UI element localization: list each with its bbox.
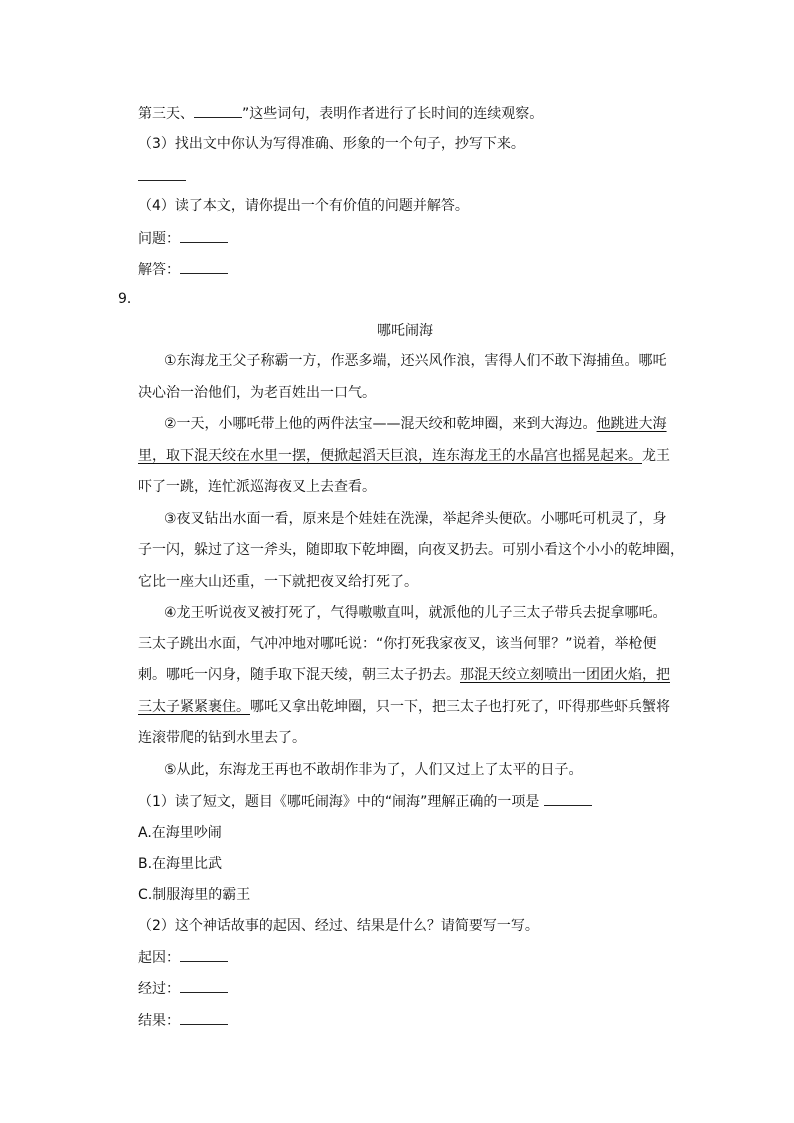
paragraph-2-underlined-b: 里，取下混天绞在水里一摆，便掀起滔天巨浪，连东海龙王的水晶宫也摇晃起来。 <box>138 448 642 464</box>
paragraph-2-line-1 <box>164 414 667 434</box>
q8-answer-line <box>138 259 228 280</box>
cause-blank[interactable] <box>180 947 228 962</box>
paragraph-4-text-a: 刺。哪吒一闪身，随手取下混天绫，朝三太子扔去。 <box>138 667 460 683</box>
result-label: 结果： <box>138 1013 180 1029</box>
option-b[interactable]: B.在海里比武 <box>138 856 223 872</box>
paragraph-4-text-b: 哪吒又拿出乾坤圈，只一下，把三太子也打死了，吓得那些虾兵蟹将 <box>250 699 670 715</box>
paragraph-4-underlined-b: 三太子紧紧裹住。 <box>138 699 250 715</box>
q8-line-prefix: 第三天、 <box>138 106 194 122</box>
paragraph-2-underlined-a: 他跳进大海 <box>596 416 667 432</box>
paragraph-2-text-b: 龙王 <box>642 448 670 464</box>
q8-blank-3[interactable] <box>138 166 186 181</box>
q8-question-line <box>138 228 228 249</box>
q8-subquestion-4: （4）读了本文，请你提出一个有价值的问题并解答。 <box>138 198 469 214</box>
cause-label: 起因： <box>138 950 180 966</box>
q8-blank-1[interactable] <box>194 103 242 118</box>
paragraph-1-line-2: 决心治一治他们，为老百姓出一口气。 <box>138 385 376 401</box>
paragraph-4-line-5: 连滚带爬的钻到水里去了。 <box>138 730 306 746</box>
answer-blank[interactable] <box>180 259 228 274</box>
paragraph-3-line-3: 它比一座大山还重，一下就把夜叉给打死了。 <box>138 574 418 590</box>
paragraph-4-line-2: 三太子跳出水面，气冲冲地对哪吒说：“你打死我家夜叉，该当何罪？”说着，举枪便 <box>138 636 657 652</box>
option-c[interactable]: C.制服海里的霸王 <box>138 887 251 903</box>
process-blank[interactable] <box>180 978 228 993</box>
paragraph-4-line-1: ④龙王听说夜叉被打死了，气得嗷嗷直叫，就派他的儿子三太子带兵去捉拿哪吒。 <box>164 605 667 621</box>
cause-line <box>138 947 228 968</box>
answer-label: 解答： <box>138 262 180 278</box>
subquestion-1-text: （1）读了短文，题目《哪吒闹海》中的“闹海”理解正确的一项是 <box>138 794 540 810</box>
result-line <box>138 1010 228 1031</box>
process-label: 经过： <box>138 981 180 997</box>
paragraph-5: ⑤从此，东海龙王再也不敢胡作非为了，人们又过上了太平的日子。 <box>164 762 583 778</box>
paragraph-4-underlined-a: 那混天绞立刻喷出一团团火焰，把 <box>460 667 670 683</box>
q8-answer-3-line <box>138 166 186 187</box>
paragraph-2-text-a: ②一天，小哪吒带上他的两件法宝——混天绞和乾坤圈，来到大海边。 <box>164 416 597 432</box>
question-number-9: 9． <box>118 291 141 307</box>
result-blank[interactable] <box>180 1010 228 1025</box>
question-blank[interactable] <box>180 228 228 243</box>
paragraph-2-line-3: 吓了一跳，连忙派巡海夜叉上去查看。 <box>138 479 376 495</box>
q8-subquestion-3: （3）找出文中你认为写得准确、形象的一个句子，抄写下来。 <box>138 136 525 152</box>
paragraph-3-line-1: ③夜叉钻出水面一看，原来是个娃娃在洗澡，举起斧头便砍。小哪吒可机灵了，身 <box>164 511 667 527</box>
subquestion-2: （2）这个神话故事的起因、经过、结果是什么？请简要写一写。 <box>138 918 539 934</box>
paragraph-4-line-3 <box>138 665 670 685</box>
paragraph-3-line-2: 子一闪，躲过了这一斧头，随即取下乾坤圈，向夜叉扔去。可别小看这个小小的乾坤圈， <box>138 542 684 558</box>
option-a[interactable]: A.在海里吵闹 <box>138 825 222 841</box>
paragraph-4-line-4 <box>138 697 670 717</box>
process-line <box>138 978 228 999</box>
subquestion-1 <box>138 791 592 812</box>
paragraph-2-line-2 <box>138 446 670 466</box>
subquestion-1-blank[interactable] <box>544 791 592 806</box>
passage-title: 哪吒闹海 <box>377 323 433 339</box>
q8-line-suffix: ”这些词句，表明作者进行了长时间的连续观察。 <box>242 106 544 122</box>
paragraph-1-line-1: ①东海龙王父子称霸一方，作恶多端，还兴风作浪，害得人们不敢下海捕鱼。哪吒 <box>164 353 667 369</box>
question-label: 问题： <box>138 231 180 247</box>
q8-line-continuation <box>138 103 543 124</box>
